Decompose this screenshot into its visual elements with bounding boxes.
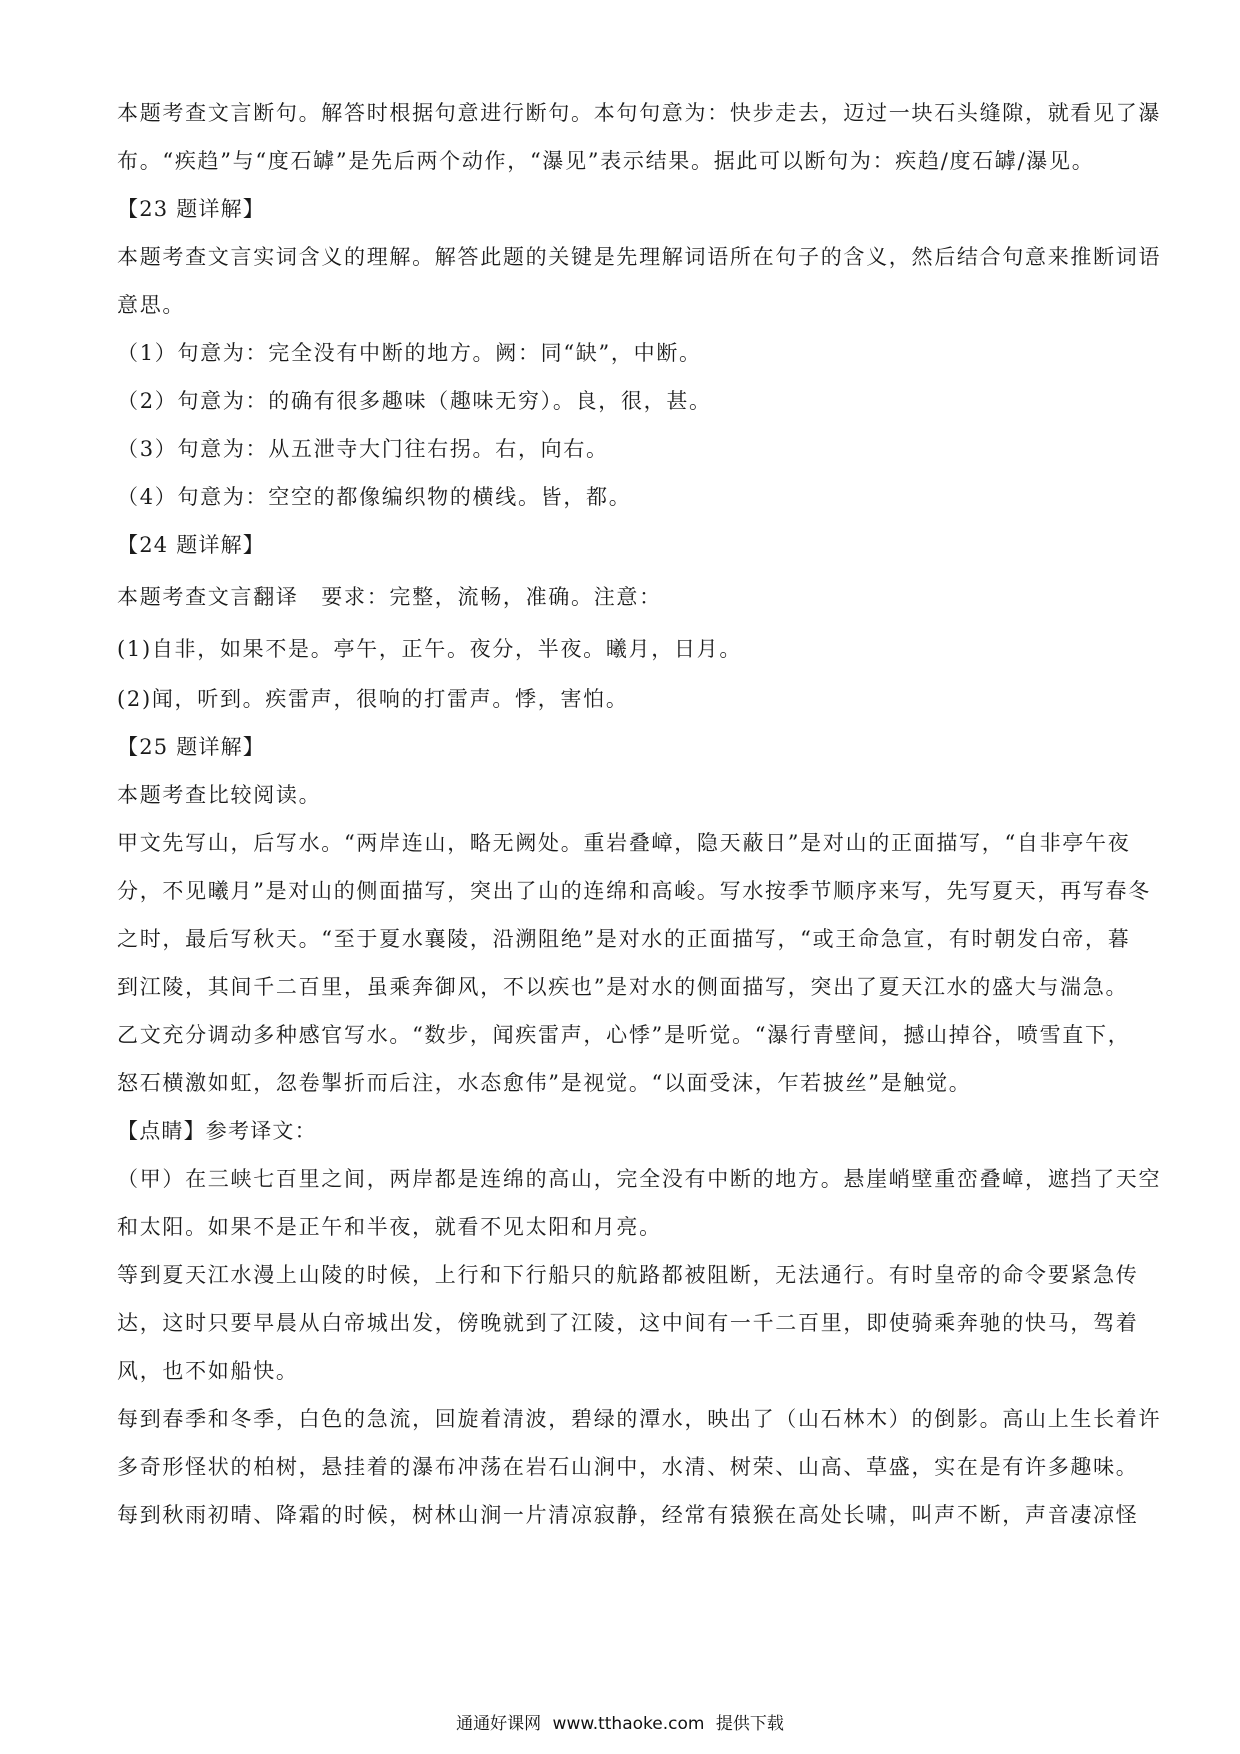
section-heading-24: 【24 题详解】 — [117, 533, 265, 557]
section-heading-23: 【23 题详解】 — [117, 197, 265, 221]
footer-suffix: 提供下载 — [715, 1714, 784, 1734]
list-item: （3）句意为：从五泄寺大门往右拐。右，向右。 — [117, 437, 609, 461]
text-line: 达，这时只要早晨从白帝城出发，傍晚就到了江陵，这中间有一千二百里，即使骑乘奔驰的快马，驾着 — [117, 1311, 1139, 1335]
text-line: 甲文先写山，后写水。“两岸连山，略无阙处。重岩叠嶂，隐天蔽日”是对山的正面描写，“自非亭午夜 — [117, 831, 1131, 855]
list-item: （2）句意为：的确有很多趣味（趣味无穷）。良，很，甚。 — [117, 389, 712, 413]
section-heading-25: 【25 题详解】 — [117, 735, 265, 759]
text-line: 和太阳。如果不是正午和半夜，就看不见太阳和月亮。 — [117, 1215, 662, 1239]
text-line: 风，也不如船快。 — [117, 1359, 299, 1383]
text-line: 布。“疾趋”与“度石罅”是先后两个动作，“瀑见”表示结果。据此可以断句为：疾趋/度石罅/瀑见。 — [117, 149, 1095, 173]
text-line: 每到春季和冬季，白色的急流，回旋着清波，碧绿的潭水，映出了（山石林木）的倒影。高山上生长着许 — [117, 1407, 1162, 1431]
text-line: 怒石横激如虹，忽卷掣折而后注，水态愈伟”是视觉。“以面受沫，乍若披丝”是触觉。 — [117, 1071, 972, 1095]
text-line: 本题考查比较阅读。 — [117, 783, 322, 807]
list-item: (2)闻，听到。疾雷声，很响的打雷声。悸，害怕。 — [117, 687, 629, 711]
text-line: 本题考查文言实词含义的理解。解答此题的关键是先理解词语所在句子的含义，然后结合句意来推断词语 — [117, 245, 1162, 269]
document-body — [117, 98, 1162, 1530]
text-line: （甲）在三峡七百里之间，两岸都是连绵的高山，完全没有中断的地方。悬崖峭壁重峦叠嶂，遮挡了天空 — [117, 1167, 1162, 1191]
text-line: 之时，最后写秋天。“至于夏水襄陵，沿溯阻绝”是对水的正面描写，“或王命急宣，有时朝发白帝，暮 — [117, 927, 1131, 951]
text-line: 每到秋雨初晴、降霜的时候，树林山涧一片清凉寂静，经常有猿猴在高处长啸，叫声不断，声音凄凉怪 — [117, 1503, 1139, 1527]
text-line: 分，不见曦月”是对山的侧面描写，突出了山的连绵和高峻。写水按季节顺序来写，先写夏天，再写春冬 — [117, 879, 1151, 903]
footer-url-link[interactable]: www.tthaoke.com — [552, 1714, 705, 1734]
page-footer — [0, 1712, 1240, 1736]
list-item: (1)自非，如果不是。亭午，正午。夜分，半夜。曦月，日月。 — [117, 637, 743, 661]
list-item: （1）句意为：完全没有中断的地方。阙：同“缺”，中断。 — [117, 341, 702, 365]
text-line: 乙文充分调动多种感官写水。“数步，闻疾雷声，心悸”是听觉。“瀑行青壁间，撼山掉谷，喷雪直下， — [117, 1023, 1131, 1047]
text-line: 本题考查文言断句。解答时根据句意进行断句。本句句意为：快步走去，迈过一块石头缝隙，就看见了瀑 — [117, 101, 1162, 125]
text-line: 本题考查文言翻译 要求：完整，流畅，准确。注意： — [117, 585, 662, 609]
list-item: （4）句意为：空空的都像编织物的横线。皆，都。 — [117, 485, 632, 509]
text-line: 到江陵，其间千二百里，虽乘奔御风，不以疾也”是对水的侧面描写，突出了夏天江水的盛大与湍急。 — [117, 975, 1129, 999]
text-line: 意思。 — [117, 293, 186, 317]
text-line: 等到夏天江水漫上山陵的时候，上行和下行船只的航路都被阻断，无法通行。有时皇帝的命令要紧急传 — [117, 1263, 1139, 1287]
footer-site-name: 通通好课网 — [456, 1714, 542, 1734]
section-heading-dianjing: 【点睛】参考译文： — [117, 1119, 317, 1143]
text-line: 多奇形怪状的柏树，悬挂着的瀑布冲荡在岩石山涧中，水清、树荣、山高、草盛，实在是有许多趣味。 — [117, 1455, 1139, 1479]
